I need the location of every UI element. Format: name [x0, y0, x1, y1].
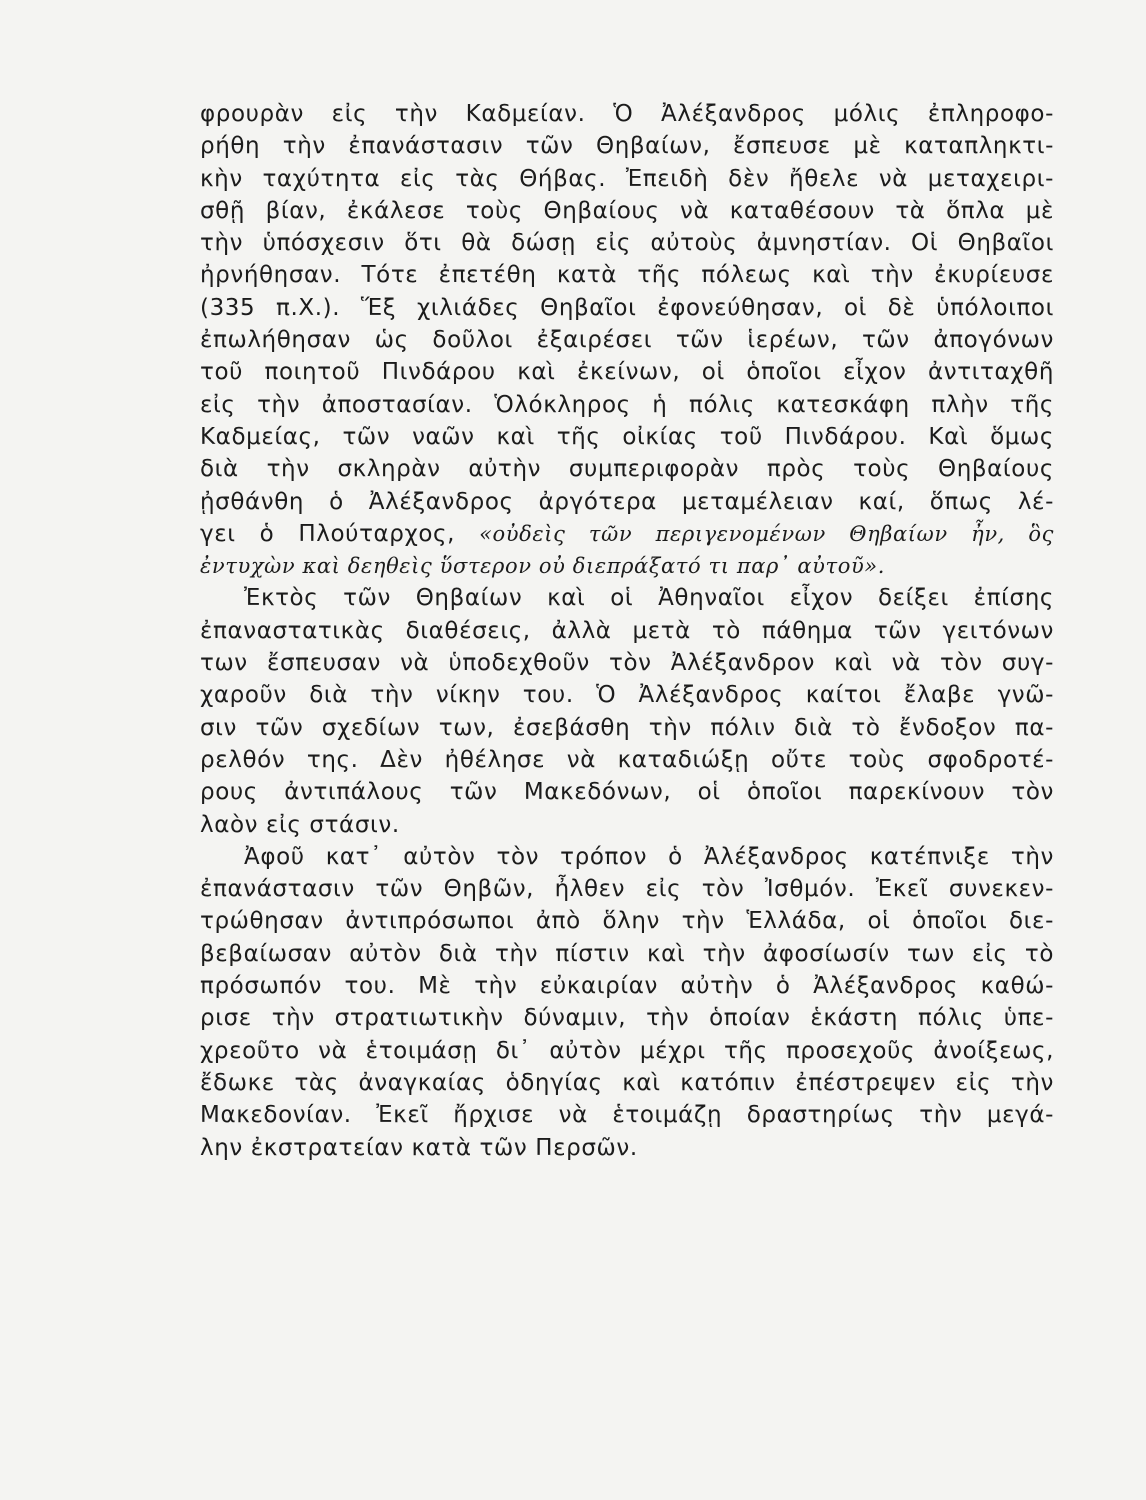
text-line: ἐπανάστασιν τῶν Θηβῶν, ἦλθεν εἰς τὸν Ἰσθμόν. Ἐκεῖ συνεκεν- — [200, 876, 1054, 903]
plutarch-quote: ἐντυχὼν καὶ δεηθεὶς ὕστερον οὐ διεπράξατό τι παρ᾽ αὐτοῦ». — [200, 554, 886, 579]
text-line: Μακεδονίαν. Ἐκεῖ ἤρχισε νὰ ἑτοιμάζῃ δραστηρίως τὴν μεγά- — [200, 1102, 1054, 1129]
quote-line — [200, 550, 1054, 582]
text-line: ρελθόν της. Δὲν ἠθέλησε νὰ καταδιώξῃ οὔτε τοὺς σφοδροτέ- — [200, 746, 1054, 773]
text-line: χαροῦν διὰ τὴν νίκην του. Ὁ Ἀλέξανδρος καίτοι ἔλαβε γνῶ- — [200, 682, 1054, 709]
text-line: λαὸν εἰς στάσιν. — [200, 811, 400, 838]
text-line: φρουρὰν εἰς τὴν Καδμείαν. Ὁ Ἀλέξανδρος μόλις ἐπληροφο- — [200, 101, 1054, 127]
text-line: ἐπωλήθησαν ὡς δοῦλοι ἐξαιρέσει τῶν ἱερέων, τῶν ἀπογόνων — [200, 327, 1054, 354]
quote-prefix: γει ὁ Πλούταρχος, — [200, 520, 480, 547]
text-line: εἰς τὴν ἀποστασίαν. Ὁλόκληρος ἡ πόλις κατεσκάφη πλὴν τῆς — [200, 391, 1054, 418]
text-line: βεβαίωσαν αὐτὸν διὰ τὴν πίστιν καὶ τὴν ἀφοσίωσίν των εἰς τὸ — [200, 940, 1054, 967]
text-line: διὰ τὴν σκληρὰν αὐτὴν συμπεριφορὰν πρὸς τοὺς Θηβαίους — [200, 456, 1054, 483]
text-line: (335 π.Χ.). Ἕξ χιλιάδες Θηβαῖοι ἐφονεύθησαν, οἱ δὲ ὑπόλοιποι — [200, 294, 1054, 321]
text-line: κὴν ταχύτητα εἰς τὰς Θήβας. Ἐπειδὴ δὲν ἤθελε νὰ μεταχειρι- — [200, 165, 1054, 192]
text-line: ρισε τὴν στρατιωτικὴν δύναμιν, τὴν ὁποίαν ἑκάστη πόλις ὑπε- — [200, 1005, 1054, 1032]
plutarch-quote: «οὐδεὶς τῶν περιγενομένων Θηβαίων ἦν, ὃς — [479, 521, 1054, 546]
text-line: των ἔσπευσαν νὰ ὑποδεχθοῦν τὸν Ἀλέξανδρον καὶ νὰ τὸν συγ- — [200, 650, 1054, 677]
text-line: σθῇ βίαν, ἐκάλεσε τοὺς Θηβαίους νὰ καταθέσουν τὰ ὅπλα μὲ — [200, 197, 1054, 224]
text-line: ρήθη τὴν ἐπανάστασιν τῶν Θηβαίων, ἔσπευσε μὲ καταπληκτι- — [200, 133, 1054, 160]
text-line: ἐπαναστατικὰς διαθέσεις, ἀλλὰ μετὰ τὸ πάθημα τῶν γειτόνων — [200, 617, 1054, 644]
text-line: σιν τῶν σχεδίων των, ἐσεβάσθη τὴν πόλιν διὰ τὸ ἔνδοξον πα- — [200, 714, 1054, 741]
text-line: τὴν ὑπόσχεσιν ὅτι θὰ δώσῃ εἰς αὐτοὺς ἀμνηστίαν. Οἱ Θηβαῖοι — [200, 230, 1054, 257]
quote-line — [200, 518, 1054, 550]
text-line: τρώθησαν ἀντιπρόσωποι ἀπὸ ὅλην τὴν Ἑλλάδα, οἱ ὁποῖοι διε- — [200, 908, 1054, 935]
text-line: τοῦ ποιητοῦ Πινδάρου καὶ ἐκείνων, οἱ ὁποῖοι εἶχον ἀντιταχθῆ — [200, 359, 1054, 386]
text-line: Ἀφοῦ κατ᾽ αὐτὸν τὸν τρόπον ὁ Ἀλέξανδρος κατέπνιξε τὴν — [244, 843, 1054, 870]
body-text — [200, 98, 1054, 1164]
text-line: πρόσωπόν του. Μὲ τὴν εὐκαιρίαν αὐτὴν ὁ Ἀλέξανδρος καθώ- — [200, 973, 1054, 1000]
text-line: Ἐκτὸς τῶν Θηβαίων καὶ οἱ Ἀθηναῖοι εἶχον δείξει ἐπίσης — [244, 585, 1054, 612]
text-line: ᾐσθάνθη ὁ Ἀλέξανδρος ἀργότερα μεταμέλειαν καί, ὅπως λέ- — [200, 488, 1054, 515]
text-line: ρους ἀντιπάλους τῶν Μακεδόνων, οἱ ὁποῖοι παρεκίνουν τὸν — [200, 779, 1054, 806]
text-line: ἔδωκε τὰς ἀναγκαίας ὁδηγίας καὶ κατόπιν ἐπέστρεψεν εἰς τὴν — [200, 1069, 1054, 1096]
text-line: ἠρνήθησαν. Τότε ἐπετέθη κατὰ τῆς πόλεως καὶ τὴν ἐκυρίευσε — [200, 262, 1054, 289]
text-line: χρεοῦτο νὰ ἑτοιμάσῃ δι᾽ αὐτὸν μέχρι τῆς προσεχοῦς ἀνοίξεως, — [200, 1037, 1054, 1064]
text-line: Καδμείας, τῶν ναῶν καὶ τῆς οἰκίας τοῦ Πινδάρου. Καὶ ὅμως — [200, 423, 1054, 450]
text-line: λην ἐκστρατείαν κατὰ τῶν Περσῶν. — [200, 1134, 638, 1161]
